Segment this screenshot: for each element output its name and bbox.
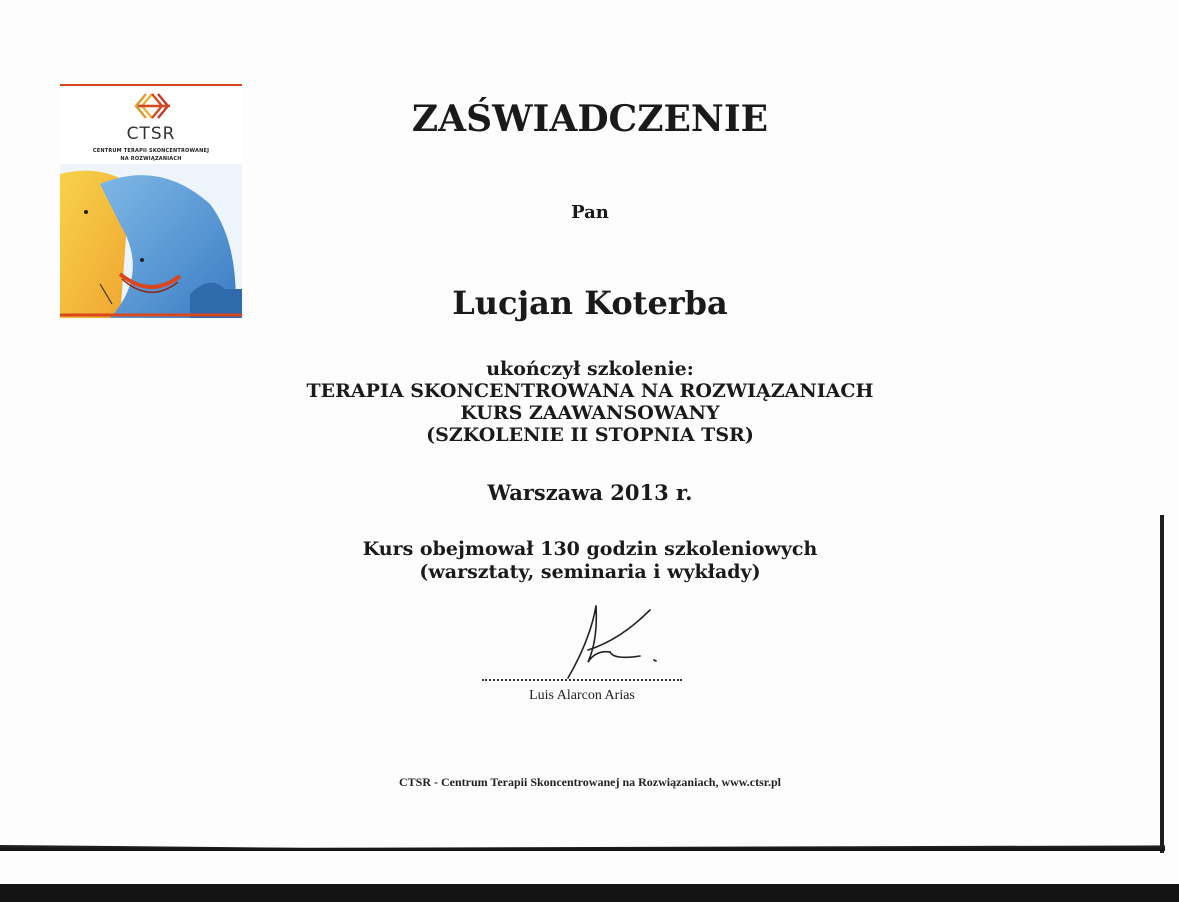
logo-subtitle-line2: NA ROZWIĄZANIACH [120,156,182,162]
signer-name: Luis Alarcon Arias [529,688,635,703]
course-description [200,358,980,446]
signature-line [482,675,682,681]
handwritten-signature [560,600,670,680]
ctsr-emblem-icon [128,90,176,126]
footer-organization: CTSR - Centrum Terapii Skoncentrowanej na Rozwiązaniach, www.ctsr.pl [398,775,782,789]
place-date: Warszawa 2013 r. [487,480,693,505]
logo-subtitle-line1: CENTRUM TERAPII SKONCENTROWANEJ [92,148,210,154]
page-edge-right [1160,515,1164,853]
scanner-band [0,884,1179,902]
logo-illustration [60,164,242,318]
ctsr-logo-card [60,80,242,318]
recipient-name: Lucjan Koterba [452,284,728,322]
hours-line1: Kurs obejmował 130 godzin szkoleniowych [362,538,818,560]
course-name-line3: (SZKOLENIE II STOPNIA TSR) [426,424,754,446]
hours-line2: (warsztaty, seminaria i wykłady) [419,561,761,583]
page-edge-bottom [0,843,1165,851]
completed-label: ukończył szkolenie: [486,358,694,380]
logo-top-rule [60,84,242,86]
course-hours [290,538,890,584]
course-name-line1: TERAPIA SKONCENTROWANA NA ROZWIĄZANIACH [306,380,874,402]
document-title: ZAŚWIADCZENIE [411,98,769,140]
course-name-line2: KURS ZAAWANSOWANY [460,402,720,424]
salutation: Pan [571,202,609,223]
logo-name: CTSR [126,124,176,144]
